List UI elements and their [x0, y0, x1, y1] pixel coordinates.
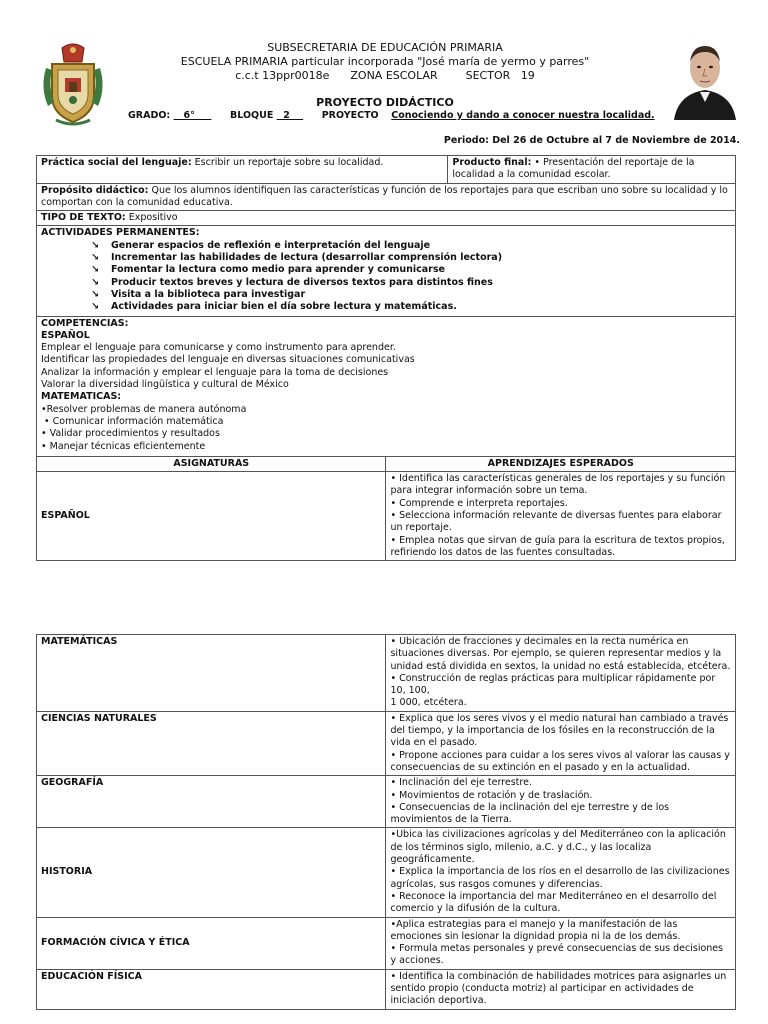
subject-row: [37, 969, 736, 1009]
aprendizaje-item: •Ubica las civilizaciones agrícolas y del Mediterráneo con la aplicación de los términos siglo, milenio, a.C. y d.C., y las localiza geográficamente.: [390, 829, 726, 866]
subject-row: [37, 635, 736, 712]
actividad-item: ↘ Actividades para iniciar bien el día sobre lectura y matemáticas.: [91, 301, 731, 313]
subjects-table: [36, 634, 736, 1010]
header-line-3: c.c.t 13ppr0018e ZONA ESCOLAR SECTOR 19: [235, 69, 535, 82]
competencias-label: COMPETENCIAS:: [41, 317, 129, 329]
header-line-2: ESCUELA PRIMARIA particular incorporada "José maría de yermo y parres": [180, 55, 590, 68]
subject-name: EDUCACIÓN FÍSICA: [37, 969, 386, 1009]
actividades-row: [37, 226, 736, 316]
proposito-value: Que los alumnos identifiquen las características y función de los reportajes para que escriban uno sobre su localidad y lo comportan con la comunidad educativa.: [41, 184, 728, 208]
subject-aprendizajes: [386, 711, 736, 775]
actividad-item: ↘ Producir textos breves y lectura de diversos textos para distintos fines: [91, 277, 731, 289]
tipo-value: Expositivo: [125, 212, 178, 224]
practica-label: Práctica social del lenguaje:: [41, 157, 192, 168]
periodo-text: Periodo: Del 26 de Octubre al 7 de Noviembre de 2014.: [443, 135, 740, 146]
subject-name: CIENCIAS NATURALES: [37, 711, 386, 775]
subject-name: MATEMÁTICAS: [37, 635, 386, 712]
producto-cell: [448, 156, 736, 184]
tipo-row: [37, 211, 736, 226]
grade-line: [128, 110, 655, 121]
competencia-item: Identificar las propiedades del lenguaje en diversas situaciones comunicativas: [41, 354, 415, 366]
aprendizaje-item: • Explica la importancia de los ríos en el desarrollo de las civilizaciones agrícolas, sus rasgos comunes y diferencias.: [390, 866, 730, 890]
competencia-item: Emplear el lenguaje para comunicarse y como instrumento para aprender.: [41, 342, 396, 354]
competencia-item: Valorar la diversidad lingüística y cultural de México: [41, 379, 289, 391]
tipo-label: TIPO DE TEXTO:: [41, 212, 126, 224]
actividad-item: ↘ Incrementar las habilidades de lectura (desarrollar comprensión lectora): [91, 252, 731, 264]
aprendizaje-item: • Movimientos de rotación y de traslación.: [390, 789, 593, 801]
actividad-item: ↘ Fomentar la lectura como medio para aprender y comunicarse: [91, 264, 731, 276]
aprendizaje-item: • Consecuencias de la inclinación del eje terrestre y de los movimientos de la Tierra.: [390, 801, 670, 826]
tipo-cell: [37, 211, 736, 226]
bloque-label: BLOQUE: [230, 110, 274, 121]
aprendizaje-item: • Explica que los seres vivos y el medio natural han cambiado a través del tiempo, y la importancia de los fósiles en la reconstrucción de la vida en el pasado.: [390, 712, 729, 749]
portrait-photo: [670, 38, 740, 120]
subject-row: [37, 776, 736, 828]
competencia-item: Analizar la información y emplear el lenguaje para la toma de decisiones: [41, 366, 389, 378]
proposito-cell: [37, 183, 736, 211]
subject-name: FORMACIÓN CÍVICA Y ÉTICA: [37, 917, 386, 969]
actividad-item: ↘ Generar espacios de reflexión e interpretación del lenguaje: [91, 240, 731, 252]
aprendizaje-item: • Identifica las características generales de los reportajes y su función para integrar información sobre un tema.: [390, 473, 726, 497]
espanol-competencias-label: ESPAÑOL: [41, 329, 90, 341]
subject-aprendizajes: [386, 969, 736, 1009]
aprendizaje-item: • Propone acciones para cuidar a los seres vivos al valorar las causas y consecuencias de su extinción en el pasado y en la actualidad.: [390, 749, 730, 773]
project-table: [36, 155, 736, 561]
aprendizaje-item: 1 000, etcétera.: [390, 697, 467, 709]
aprendizaje-item: • Ubicación de fracciones y decimales en la recta numérica en situaciones diversas. Por ejemplo, se quieren representar medios y la unidad está dividida en sextos, la unidad no está establecida, etcétera.: [390, 636, 731, 672]
producto-value: • Presentación del reportaje de la localidad a la comunidad escolar.: [452, 157, 695, 181]
coat-of-arms-icon: [38, 38, 108, 128]
grado-label: GRADO:: [128, 110, 171, 121]
proposito-row: [37, 183, 736, 211]
subject-row: [37, 828, 736, 917]
grado-value: 6°: [173, 110, 212, 121]
competencias-cell: [37, 316, 736, 456]
subject-row: [37, 917, 736, 969]
aprendizaje-item: • Construcción de reglas prácticas para multiplicar rápidamente por 10, 100,: [390, 672, 716, 697]
column-header-row: [37, 456, 736, 471]
document-header: [0, 0, 768, 160]
subject-aprendizajes: [386, 917, 736, 969]
aprendizaje-item: • Selecciona información relevante de diversas fuentes para elaborar un reportaje.: [390, 510, 722, 534]
practica-cell: [37, 156, 448, 184]
subject-row: [37, 711, 736, 775]
col-aprendizajes: APRENDIZAJES ESPERADOS: [386, 456, 736, 471]
practica-row: [37, 156, 736, 184]
actividades-cell: [37, 226, 736, 316]
matematicas-competencias-label: MATEMATICAS:: [41, 391, 122, 403]
subject-name: GEOGRAFÍA: [37, 776, 386, 828]
subject-name: HISTORIA: [37, 828, 386, 917]
school-header-lines: [120, 41, 650, 83]
header-line-1: SUBSECRETARIA DE EDUCACIÓN PRIMARIA: [267, 41, 503, 54]
competencias-row: [37, 316, 736, 456]
proyecto-value: Conociendo y dando a conocer nuestra localidad.: [391, 110, 655, 121]
producto-label: Producto final:: [452, 157, 532, 168]
bloque-value: 2: [276, 110, 304, 121]
actividades-label: ACTIVIDADES PERMANENTES:: [41, 227, 200, 239]
aprendizaje-item: • Inclinación del eje terrestre.: [390, 777, 532, 789]
actividad-item: ↘ Visita a la biblioteca para investigar: [91, 289, 731, 301]
competencia-item: •Resolver problemas de manera autónoma: [41, 403, 247, 415]
espanol-aprendizajes: [386, 472, 736, 561]
aprendizaje-item: •Aplica estrategias para el manejo y la manifestación de las emociones sin lesionar la dignidad propia ni la de los demás.: [390, 918, 681, 942]
subject-aprendizajes: [386, 635, 736, 712]
competencia-item: • Validar procedimientos y resultados: [41, 428, 220, 440]
actividades-list: [41, 240, 731, 314]
project-title: PROYECTO DIDÁCTICO: [316, 96, 454, 109]
subject-aprendizajes: [386, 776, 736, 828]
aprendizaje-item: • Formula metas personales y prevé consecuencias de sus decisiones y acciones.: [390, 943, 724, 967]
competencia-item: • Manejar técnicas eficientemente: [41, 440, 206, 452]
aprendizaje-item: • Identifica la combinación de habilidades motrices para asignarles un sentido propio (conducta motriz) al participar en actividades de iniciación deportiva.: [390, 970, 727, 1007]
competencia-item: • Comunicar información matemática: [41, 415, 224, 427]
proposito-label: Propósito didáctico:: [41, 184, 149, 196]
aprendizaje-item: • Emplea notas que sirvan de guía para la escritura de textos propios, refiriendo los datos de las fuentes consultadas.: [390, 534, 725, 558]
espanol-row: [37, 472, 736, 561]
practica-value: Escribir un reportaje sobre su localidad.: [191, 157, 384, 168]
col-asignaturas: ASIGNATURAS: [37, 456, 386, 471]
proyecto-label: PROYECTO: [321, 110, 379, 121]
aprendizaje-item: • Reconoce la importancia del mar Mediterráneo en el desarrollo del comercio y la difusión de la cultura.: [390, 890, 717, 915]
espanol-subject: ESPAÑOL: [37, 472, 386, 561]
subject-aprendizajes: [386, 828, 736, 917]
aprendizaje-item: • Comprende e interpreta reportajes.: [390, 497, 568, 509]
